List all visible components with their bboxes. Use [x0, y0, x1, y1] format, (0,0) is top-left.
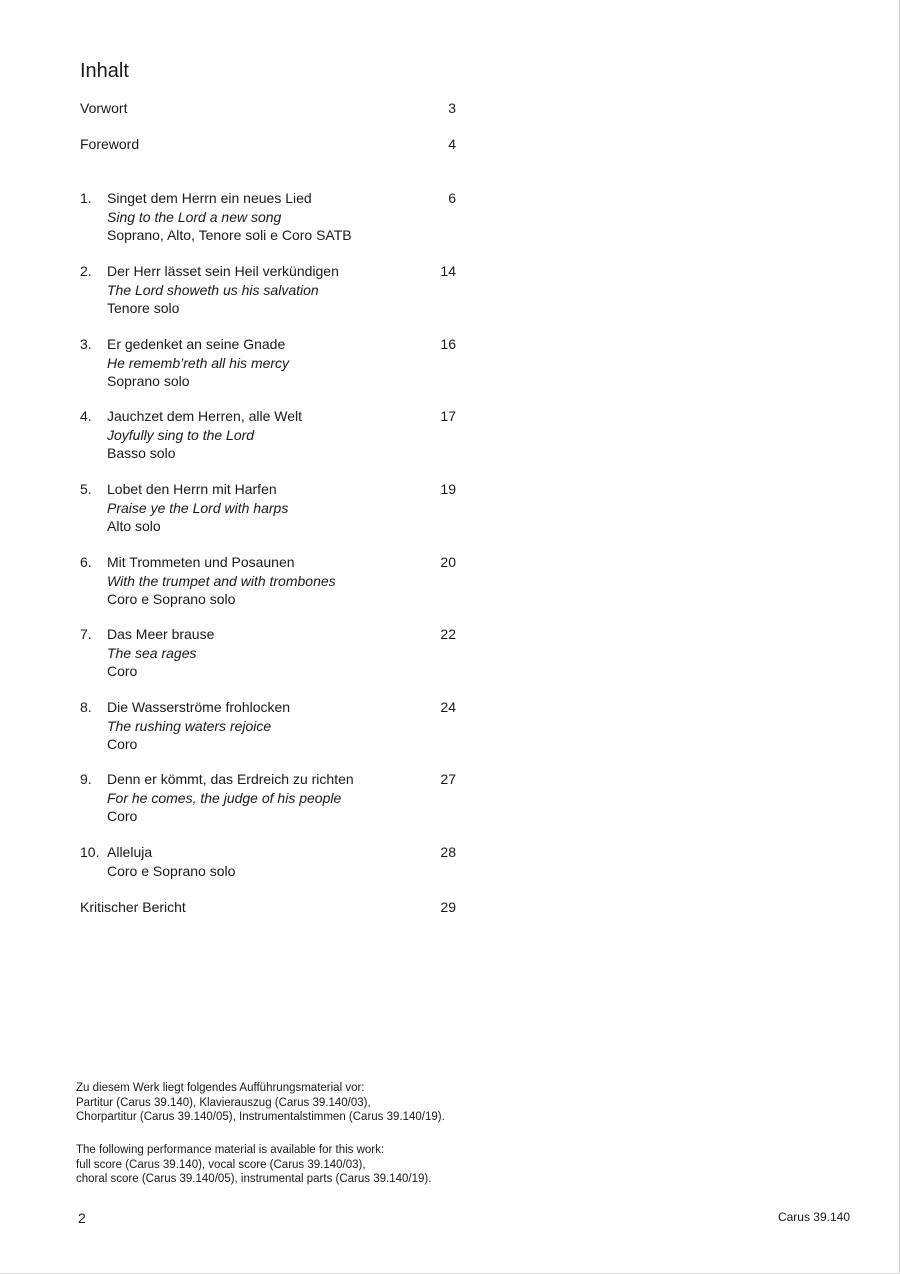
movement-title-english: He rememb’reth all his mercy [107, 354, 290, 371]
movement-title-english: Joyfully sing to the Lord [107, 426, 255, 443]
movement-page: 16 [440, 336, 456, 352]
movement-number: 8. [80, 699, 92, 715]
toc-movement-7 [80, 625, 456, 681]
movement-page: 27 [440, 771, 456, 787]
note-line: Chorpartitur (Carus 39.140/05), Instrumentalstimmen (Carus 39.140/19). [76, 1111, 445, 1124]
toc-movement-10 [80, 843, 456, 880]
performance-material-note-english [76, 1143, 431, 1187]
movement-page: 24 [440, 699, 456, 715]
movement-number: 5. [80, 481, 92, 497]
catalog-number: Carus 39.140 [777, 1210, 850, 1224]
movement-page: 20 [440, 554, 456, 570]
movement-scoring: Coro [107, 808, 138, 824]
movement-number: 7. [80, 626, 92, 642]
movement-title-english: The Lord showeth us his salvation [107, 281, 319, 298]
note-line: choral score (Carus 39.140/05), instrumental parts (Carus 39.140/19). [76, 1173, 432, 1186]
movement-title-german: Mit Trommeten und Posaunen [107, 554, 295, 570]
toc-movement-9 [80, 770, 456, 826]
movement-number: 2. [80, 263, 92, 279]
movement-title-german: Alleluja [107, 844, 153, 860]
movement-title-german: Das Meer brause [107, 626, 215, 642]
toc-movement-1 [80, 189, 456, 245]
movement-title-english: Praise ye the Lord with harps [107, 499, 289, 516]
movement-scoring: Coro [107, 663, 138, 679]
toc-movement-8 [80, 698, 456, 754]
note-line: Zu diesem Werk liegt folgendes Aufführungsmaterial vor: [76, 1082, 365, 1094]
movement-title-german: Der Herr lässet sein Heil verkündigen [107, 263, 339, 279]
performance-material-note-german [76, 1081, 445, 1125]
toc-movement-5 [80, 480, 456, 536]
note-line: Partitur (Carus 39.140), Klavierauszug (Carus 39.140/03), [76, 1096, 371, 1109]
note-line: full score (Carus 39.140), vocal score (Carus 39.140/03), [76, 1158, 366, 1171]
movement-title-german: Die Wasserströme frohlocken [107, 699, 291, 715]
toc-entry-title: Foreword [80, 136, 140, 152]
movement-title-german: Er gedenket an seine Gnade [107, 336, 286, 352]
movement-title-english: Sing to the Lord a new song [107, 208, 282, 225]
movement-scoring: Soprano, Alto, Tenore soli e Coro SATB [107, 227, 352, 243]
movement-number: 1. [80, 190, 92, 206]
movement-title-german: Lobet den Herrn mit Harfen [107, 481, 277, 497]
toc-entry-title: Kritischer Bericht [80, 899, 186, 915]
toc-movement-6 [80, 553, 456, 609]
movement-title-german: Denn er kömmt, das Erdreich zu richten [107, 771, 354, 787]
movement-page: 6 [448, 190, 456, 206]
movement-title-german: Jauchzet dem Herren, alle Welt [107, 408, 303, 424]
movement-scoring: Coro e Soprano solo [107, 591, 236, 607]
movement-title-english: With the trumpet and with trombones [107, 572, 336, 589]
page-number: 2 [78, 1210, 86, 1226]
toc-movement-3 [80, 335, 456, 391]
movement-page: 19 [440, 481, 456, 497]
movement-scoring: Tenore solo [107, 300, 180, 316]
toc-entry-vorwort [80, 99, 456, 118]
toc-movement-4 [80, 407, 456, 463]
movement-scoring: Coro e Soprano solo [107, 862, 236, 879]
movement-title-german: Singet dem Herrn ein neues Lied [107, 190, 312, 206]
movement-page: 22 [440, 626, 456, 642]
toc-entry-kritischer-bericht [80, 898, 456, 917]
movement-scoring: Coro [107, 736, 138, 752]
movement-page: 14 [440, 263, 456, 279]
movement-number: 10. [80, 844, 100, 860]
movement-scoring: Basso solo [107, 445, 176, 461]
page-title: Inhalt [80, 60, 129, 82]
movement-page: 17 [440, 408, 456, 424]
movement-title-english: The sea rages [107, 644, 197, 661]
toc-entry-page: 3 [448, 100, 456, 116]
movement-number: 3. [80, 336, 92, 352]
movement-scoring: Alto solo [107, 518, 161, 534]
movement-page: 28 [440, 844, 456, 860]
movement-number: 9. [80, 771, 92, 787]
toc-entry-title: Vorwort [80, 100, 128, 116]
toc-entry-foreword [80, 135, 456, 154]
toc-movement-2 [80, 262, 456, 318]
movement-scoring: Soprano solo [107, 373, 190, 389]
movement-number: 4. [80, 408, 92, 424]
toc-entry-page: 4 [448, 136, 456, 152]
toc-entry-page: 29 [440, 899, 456, 915]
note-line: The following performance material is available for this work: [76, 1144, 385, 1156]
movement-number: 6. [80, 554, 92, 570]
movement-title-english: The rushing waters rejoice [107, 717, 272, 734]
movement-title-english: For he comes, the judge of his people [107, 789, 342, 806]
